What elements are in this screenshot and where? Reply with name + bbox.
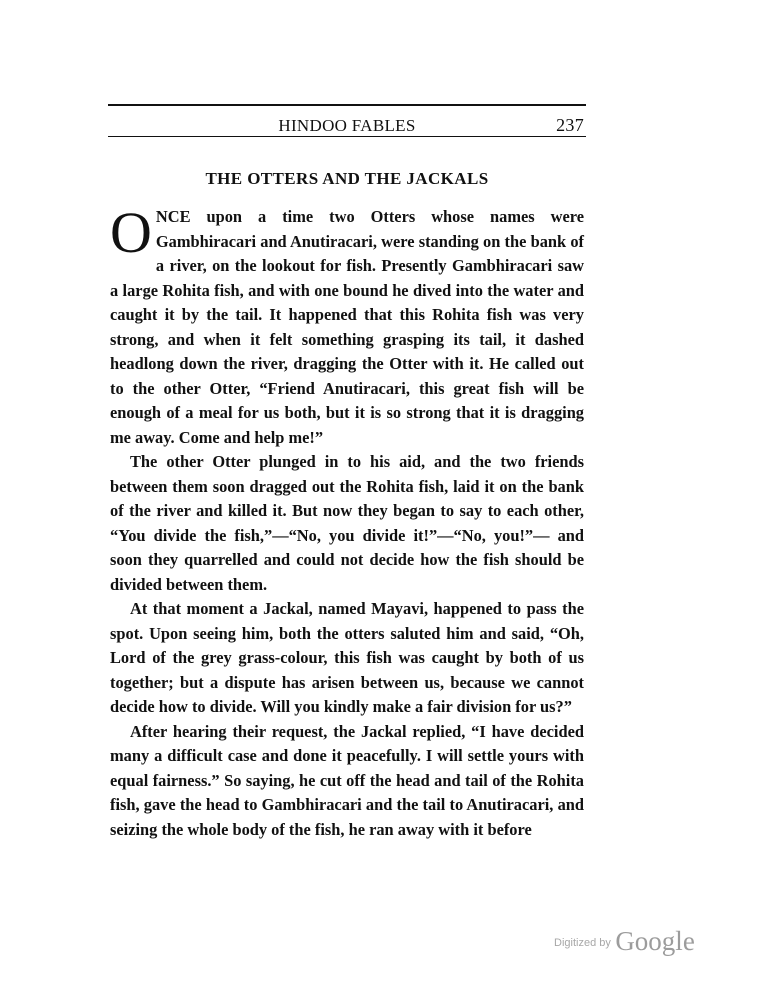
page-number: 237 [556,115,584,135]
story-body [110,200,584,842]
running-title: HINDOO FABLES [278,116,416,135]
story-title: THE OTTERS AND THE JACKALS [205,169,489,188]
watermark-prefix: Digitized by [554,937,611,949]
paragraph-1 [110,200,584,450]
google-logo: Google [615,926,695,956]
paragraph-4: After hearing their request, the Jackal replied, “I have decided many a difficult case and done it peacefully. I will settle yours with equal fairness.” So saying, he cut off the head and tail of the Rohita fish, gave the head to Gambhiracari and the tail to Anutiracari, and seizing the whole body of the fish, he ran away with it before [110,721,584,839]
paragraph-1-text: NCE upon a time two Otters whose names were Gambhiracari and Anutiracari, were standing on the bank of a river, on the lookout for fish. Presently Gambhiracari saw a large Rohita fish, and with one bound he dived into the water and caught it by the tail. It happened that this Rohita fish was very strong, and when it felt something grasping its tail, it dashed headlong down the river, dragging the Otter with it. He called out to the other Otter, “Friend Anutiracari, this great fish will be enough of a meal for us both, but it is so strong that it is dragging me away. Come and help me!” [110,207,584,447]
running-header [110,106,584,136]
paragraph-2: The other Otter plunged in to his aid, and the two friends between them soon dragged out the Rohita fish, laid it on the bank of the river and killed it. But now they began to say to each other, “You divide the fish,”—“No, you divide it!”—“No, you!”— and soon they quarrelled and could not decide how the fish should be divided between them. [110,452,584,594]
header-bottom-rule [108,136,586,137]
paragraph-3: At that moment a Jackal, named Mayavi, happened to pass the spot. Upon seeing him, both the otters saluted him and said, “Oh, Lord of the grey grass-colour, this fish was caught by both of us together; but a dispute has arisen between us, because we cannot decide how to divide. Will you kindly make a fair division for us?” [110,599,584,716]
drop-cap: O [110,200,152,265]
book-page [110,104,584,842]
digitized-by-google-watermark [554,926,695,957]
